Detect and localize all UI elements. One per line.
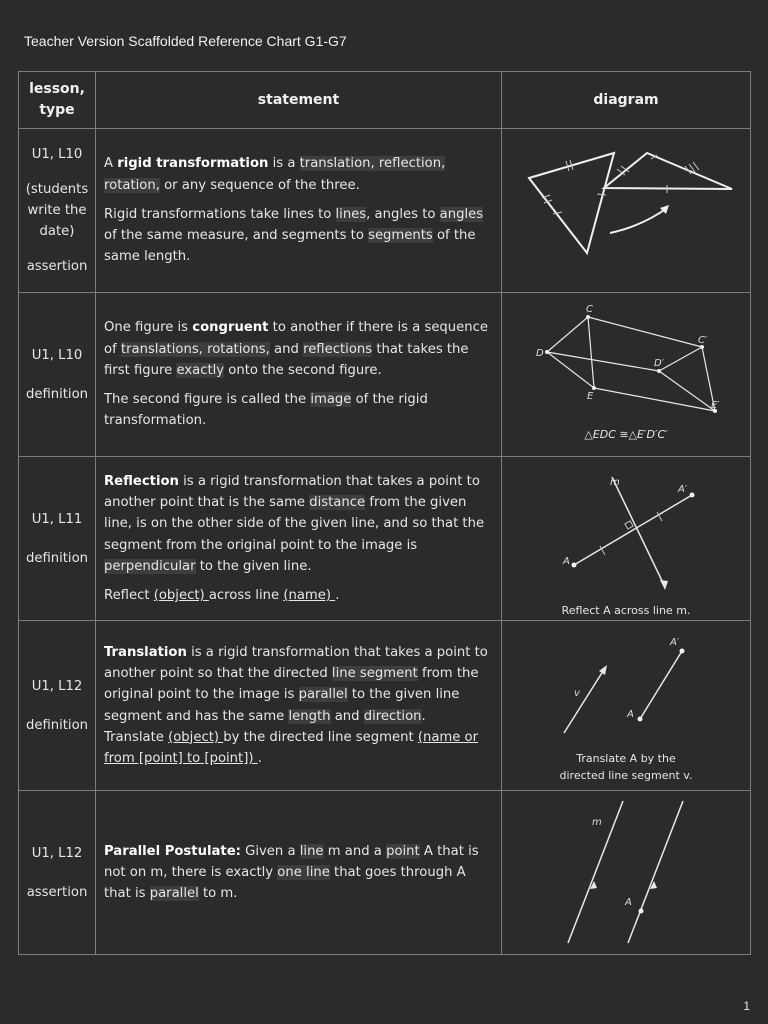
lesson-cell: U1, L10 (students write the date) assertion (19, 129, 96, 293)
statement-cell (96, 621, 502, 791)
statement-cell (96, 129, 502, 293)
label-line-m: m (592, 816, 602, 828)
lesson-cell: U1, L11 definition (19, 457, 96, 621)
label-c: C (586, 303, 593, 315)
rigid-transformation-diagram (502, 131, 750, 291)
label-vector-v: v (574, 687, 580, 699)
lesson-cell: U1, L12 definition (19, 621, 96, 791)
reflection-caption: Reflect A across line m. (561, 603, 691, 617)
translation-caption-line1: Translate A by the (576, 751, 676, 765)
statement-paragraph: The second figure is called the image of the rigid transformation. (104, 392, 428, 429)
parallel-postulate-diagram (502, 793, 750, 953)
statement-paragraph: Parallel Postulate: Given a line m and a point A that is not on m, there is exactly one line that goes through A that is parallel to m. (104, 843, 479, 902)
label-e: E (587, 390, 594, 402)
document-title: Teacher Version Scaffolded Reference Chart G1-G7 (24, 33, 347, 49)
congruence-diagram (502, 295, 750, 455)
table-row (19, 621, 751, 791)
header-diagram: diagram (502, 72, 751, 129)
header-row (19, 72, 751, 129)
statement-paragraph: Rigid transformations take lines to lines, angles to angles of the same measure, and segments to segments of the same length. (104, 206, 484, 265)
reference-chart-table (18, 71, 751, 955)
label-d: D (536, 347, 544, 359)
table-row (19, 293, 751, 457)
label-point-a: A (625, 896, 632, 908)
statement-cell (96, 791, 502, 955)
statement-paragraph: Reflect (object) across line (name) . (104, 588, 340, 604)
statement-paragraph: Translate (object) by the directed line segment (name or from [point] to [point]) . (104, 729, 479, 767)
label-point-a: A (563, 555, 570, 567)
statement-cell (96, 457, 502, 621)
table-row (19, 457, 751, 621)
label-point-a-prime: A′ (678, 483, 688, 495)
table-row (19, 129, 751, 293)
statement-cell (96, 293, 502, 457)
label-d-prime: D′ (654, 357, 664, 369)
header-lesson-type: lesson, type (19, 72, 96, 129)
diagram-cell (502, 129, 751, 293)
page-number: 1 (743, 999, 750, 1013)
statement-paragraph: One figure is congruent to another if there is a sequence of translations, rotations, and reflections that takes the first figure exactly onto the second figure. (104, 320, 488, 378)
label-line-m: m (610, 476, 620, 488)
statement-paragraph: Reflection is a rigid transformation that takes a point to another point that is the same distance from the given line, is on the other side of the given line, and so that the segment from the original point to the image is perpendicular to the given line. (104, 473, 485, 574)
translation-caption-line2: directed line segment v. (559, 768, 693, 782)
statement-paragraph: Translation is a rigid transformation that takes a point to another point so that the directed line segment from the original point to the image is parallel to the given line segment and has the same length and direction. (104, 644, 488, 724)
translation-diagram (502, 623, 750, 789)
header-statement: statement (96, 72, 502, 129)
diagram-cell (502, 293, 751, 457)
statement-paragraph: A rigid transformation is a translation, reflection, rotation, or any sequence of the three. (104, 156, 446, 193)
lesson-cell: U1, L12 assertion (19, 791, 96, 955)
label-c-prime: C′ (698, 334, 708, 346)
reflection-diagram (502, 459, 750, 619)
diagram-cell (502, 621, 751, 791)
congruence-caption: △EDC ≅△E′D′C′ (584, 427, 668, 441)
label-point-a: A (627, 708, 634, 720)
label-point-a-prime: A′ (670, 636, 680, 648)
diagram-cell (502, 457, 751, 621)
diagram-cell (502, 791, 751, 955)
label-e-prime: E′ (711, 399, 720, 411)
table-row (19, 791, 751, 955)
lesson-cell: U1, L10 definition (19, 293, 96, 457)
